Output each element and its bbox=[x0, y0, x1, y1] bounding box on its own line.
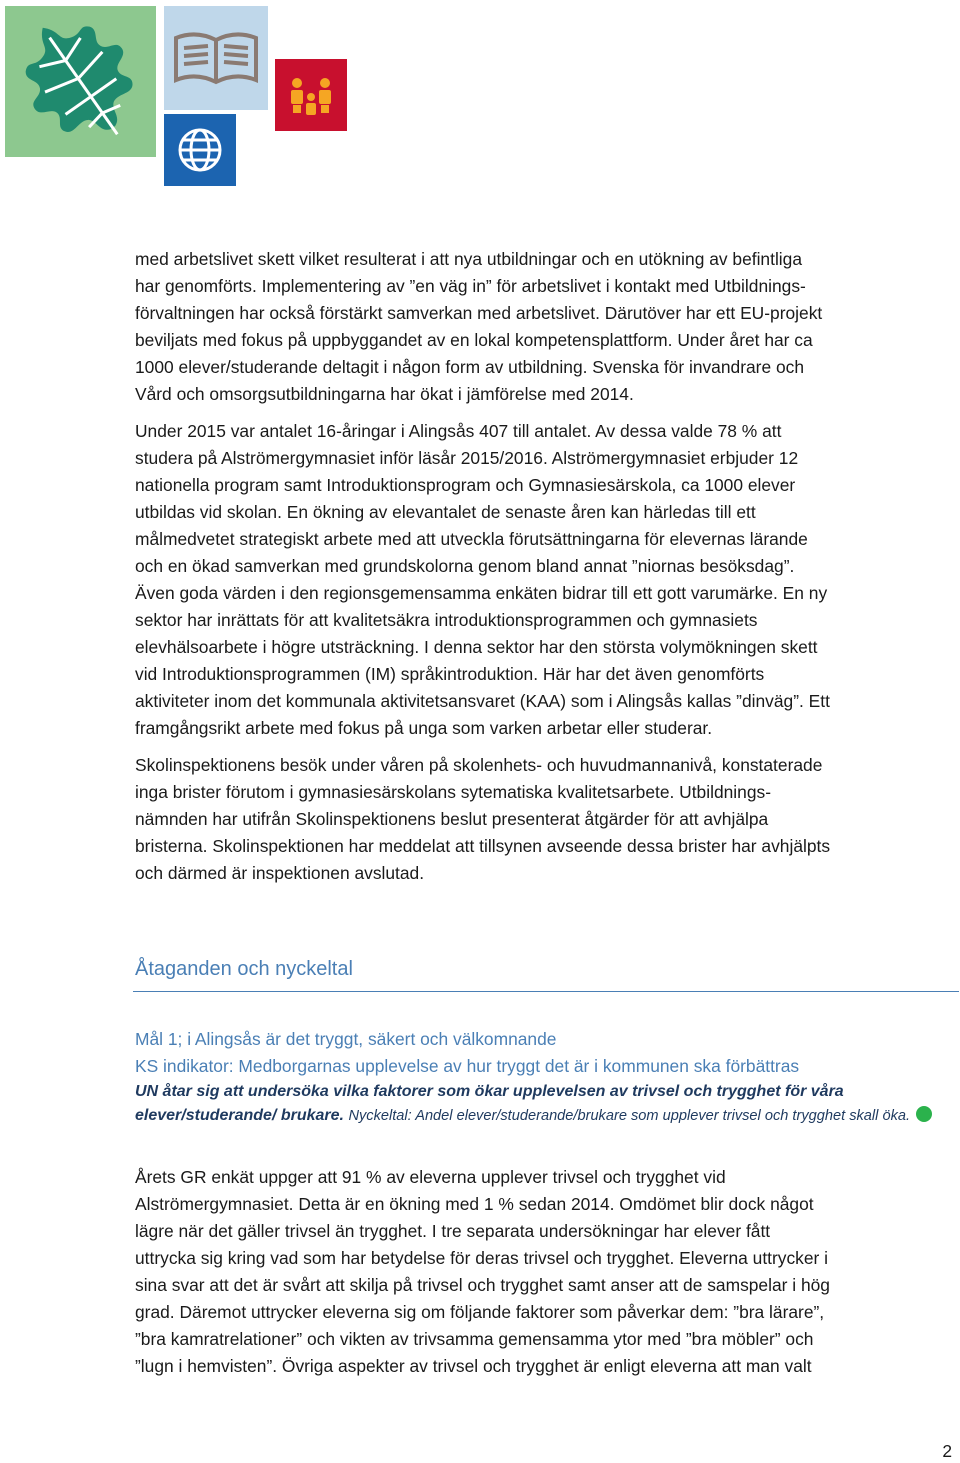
status-indicator-icon bbox=[916, 1106, 932, 1122]
paragraph: med arbetslivet skett vilket resulterat i att nya utbildningar och en utökning av befintliga har genomförts. Implementering av ”en väg in” för arbetslivet i kontakt med Utbildnings- förvaltningen har också förstärkt samverkan med arbetslivet. Därutöver har ett EU-projekt beviljats med fokus på uppbyggandet av en lokal kompetensplattform. Under året har ca 1000 elever/studerande deltagit i någon form av utbildning. Svenska för invandrare och Vård och omsorgsutbildningarna har ökat i jämförelse med 2014. bbox=[135, 249, 823, 404]
oak-leaf-logo bbox=[5, 6, 156, 157]
people-logo bbox=[275, 59, 347, 131]
goal-title: Mål 1; i Alingsås är det tryggt, säkert och välkomnande bbox=[135, 1029, 557, 1049]
paragraph: Under 2015 var antalet 16-åringar i Alingsås 407 till antalet. Av dessa valde 78 % att studera på Alströmergymnasiet inför läsår 2015/2016. Alströmergymnasiet erbjuder 12 nationella program samt Introduktionsprogram och Gymnasiesärskola, ca 1000 elever utbildas vid skolan. En ökning av elevantalet de senaste åren kan härledas till ett målmedvetet strategiskt arbete med att utveckla förutsättningarna för elevernas lärande och en ökad samverkan med grundskolorna genom bland annat ”niornas besöksdag”. Även goda värden i den regionsgemensamma enkäten bidrar till ett gott varumärke. En ny sektor har inrättats för att kvalitetsäkra introduktionsprogrammen och gymnasiets elevhälsoarbete i högre utsträckning. I denna sektor har den största volymökningen skett vid Introduktionsprogrammen (IM) språkintroduktion. Här har det även genomförts aktiviteter inom det kommunala aktivitetsansvaret (KAA) som i Alingsås kallas ”dinväg”. Ett framgångsrikt arbete med fokus på unga som varken arbetar eller studerar. bbox=[135, 421, 830, 738]
book-logo bbox=[164, 6, 268, 110]
paragraph: Årets GR enkät uppger att 91 % av eleverna upplever trivsel och trygghet vid Alströmergymnasiet. Detta är en ökning med 1 % sedan 2014. Omdömet blir dock något lägre när det gäller trivsel än trygghet. I tre separata undersökningar har elever fått uttrycka sig kring vad som har betydelse för deras trivsel och trygghet. Eleverna uttrycker i sina svar att det är svårt att skilja på trivsel och trygghet samt anser att de samspelar i hög grad. Däremot uttrycker eleverna sig om följande faktorer som påverkar dem: ”bra lärare”, ”bra kamratrelationer” och vikten av trivsamma gemensamma ytor med ”bra möbler” och ”lugn i hemvisten”. Övriga aspekter av trivsel och trygghet är enligt eleverna att man valt bbox=[135, 1167, 830, 1376]
globe-logo bbox=[164, 114, 236, 186]
commitment bbox=[135, 1080, 957, 1128]
paragraph: Skolinspektionens besök under våren på skolenhets- och huvudmannanivå, konstaterade inga brister förutom i gymnasiesärskolans sytematiska kvalitetsarbete. Utbildnings- nämnden har utifrån Skolinspektionens beslut presenterat åtgärder för att avhjälpa bristerna. Skolinspektionen har meddelat att tillsynen avseende dessa brister har avhjälpts och därmed är inspektionen avslutad. bbox=[135, 755, 831, 883]
ks-indicator: KS indikator: Medborgarnas upplevelse av hur tryggt det är i kommunen ska förbättras bbox=[135, 1056, 800, 1076]
body-text bbox=[135, 246, 957, 887]
goal-block bbox=[135, 1026, 957, 1128]
result-text bbox=[135, 1164, 957, 1380]
section-heading: Åtaganden och nyckeltal bbox=[133, 958, 959, 992]
kpi-text: Nyckeltal: Andel elever/studerande/brukare som upplever trivsel och trygghet skall öka. bbox=[348, 1108, 911, 1124]
commitment-text: UN åtar sig att undersöka vilka faktorer som ökar upplevelsen av trivsel och trygghet för våra elever/studerande/ brukare. bbox=[135, 1083, 844, 1124]
page-number: 2 bbox=[942, 1441, 952, 1461]
